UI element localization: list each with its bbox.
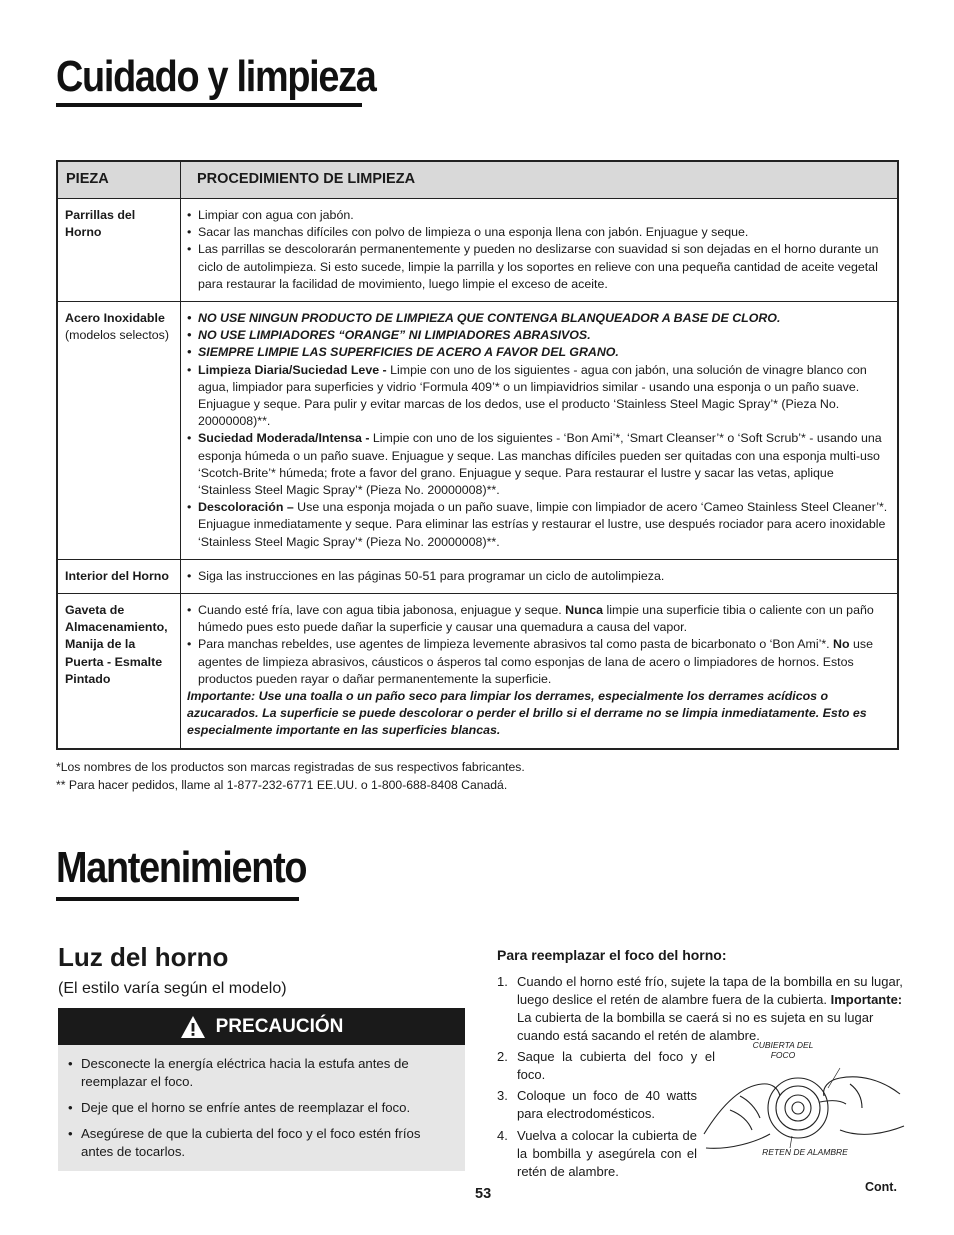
item-text: use agentes de limpieza abrasivos, cáusticos o ásperos tal como esponjas de lana de acero o limpiadores de hornos. Estos productos pueden rayar o dañar permanentemente la superficie. xyxy=(198,637,873,686)
item-text: limpie una superficie tibia o caliente con un paño húmedo pues esto puede dañar la superficie y causar una quemadura a causa del vapor. xyxy=(198,603,874,635)
table-row xyxy=(57,594,898,749)
procedure-cell xyxy=(181,559,899,593)
step-number: 2. xyxy=(497,1049,508,1064)
procedure-cell xyxy=(181,302,899,560)
table-row xyxy=(57,199,898,302)
important-note: Importante: Use una toalla o un paño seco para limpiar los derrames, especialmente los derrames acídicos o azucarados. La superficie se puede descolorar o perder el brillo si el derrame no se limpia inmediatamente. Esto es especialmente importante en las superficies blancas. xyxy=(187,689,867,738)
part-name: Acero Inoxidable xyxy=(65,311,165,326)
procedure-cell xyxy=(181,594,899,749)
section-heading: Luz del horno xyxy=(58,942,229,972)
item-text: Use una esponja mojada o un paño suave, limpie con limpiador de acero ‘Cameo Stainless Steel Cleaner’*. Enjuague inmediatamente y seque. Para eliminar las estrías y restaurar el lustre, use después rociador para acero inoxidable ‘Stainless Steel Magic Spray’* (Pieza No. 20000008)**. xyxy=(198,500,888,549)
page-title-maintenance: Mantenimiento xyxy=(56,843,307,892)
page-number: 53 xyxy=(475,1186,492,1202)
caution-box xyxy=(58,1045,465,1171)
item-text: Limpie con uno de los siguientes - agua con jabón, una solución de vinagre blanco con agua, limpiador para superficies y vidrio ‘Formula 409’* o un limpiavidrios similar - usando una esponja o un paño suave. Enjuague y seque. Para pulir y evitar marcas de los dedos, use el producto ‘Stainless Steel Magic Spray’* (Pieza No. 20000008)**. xyxy=(198,362,867,429)
table-header-row xyxy=(57,161,898,199)
footnote: ** Para hacer pedidos, llame al 1-877-232-6771 EE.UU. o 1-800-688-8408 Canadá. xyxy=(56,778,508,792)
list-item: • Las parrillas se descolorarán permanentemente y pueden no deslizarse con suavidad si son dejadas en el horno durante un ciclo de autolimpieza. Si esto sucede, limpie la parrilla y los soportes en relieve con una pequeña cantidad de aceite vegetal para restaurar la facilidad de movimiento, luego limpie el exceso de aceite. xyxy=(187,241,890,293)
warning-item: • NO USE LIMPIADORES “ORANGE” NI LIMPIADORES ABRASIVOS. xyxy=(187,327,890,344)
list-item: • Deje que el horno se enfríe antes de reemplazar el foco. xyxy=(68,1099,449,1117)
part-cell xyxy=(57,302,181,560)
item-emphasis: Nunca xyxy=(565,603,604,618)
list-item: • Asegúrese de que la cubierta del foco y el foco estén fríos antes de tocarlos. xyxy=(68,1125,449,1161)
footnotes xyxy=(56,758,525,794)
step-emphasis: Importante: xyxy=(830,992,903,1007)
item-text: Para manchas rebeldes, use agentes de limpieza levemente abrasivos tal como pasta de bicarbonato o ‘Bon Ami’*. xyxy=(198,637,834,652)
item-label: Descoloración – xyxy=(198,500,294,515)
section-subtitle: (El estilo varía según el modelo) xyxy=(58,980,287,997)
part-cell: Parrillas del Horno xyxy=(57,199,181,302)
part-note: (modelos selectos) xyxy=(65,328,169,343)
list-item xyxy=(187,499,890,551)
list-item xyxy=(187,636,890,688)
header-procedure: PROCEDIMIENTO DE LIMPIEZA xyxy=(181,161,899,199)
warning-item: • SIEMPRE LIMPIE LAS SUPERFICIES DE ACERO A FAVOR DEL GRANO. xyxy=(187,344,890,361)
step-text: Vuelva a colocar la cubierta de la bombilla y asegúrela con el retén de alambre. xyxy=(517,1128,697,1179)
list-item xyxy=(187,362,890,431)
caution-label: PRECAUCIÓN xyxy=(215,1015,344,1037)
item-label: Limpieza Diaria/Suciedad Leve - xyxy=(198,362,387,377)
part-cell: Gaveta de Almacenamiento, Manija de la Puerta - Esmalte Pintado xyxy=(57,594,181,749)
bulb-replacement-illustration xyxy=(700,1038,906,1164)
item-emphasis: No xyxy=(833,637,850,652)
cover-label: CUBIERTA DEL FOCO xyxy=(752,1040,814,1060)
title-underline xyxy=(56,897,299,901)
warning-item: • NO USE NINGUN PRODUCTO DE LIMPIEZA QUE CONTENGA BLANQUEADOR A BASE DE CLORO. xyxy=(187,310,890,327)
step-number: 1. xyxy=(497,974,508,989)
header-part: PIEZA xyxy=(57,161,181,199)
instructions-heading: Para reemplazar el foco del horno: xyxy=(497,947,727,963)
warning-triangle-icon xyxy=(180,1015,206,1039)
part-cell: Interior del Horno xyxy=(57,559,181,593)
step-text: Saque la cubierta del foco y el foco. xyxy=(517,1049,715,1082)
continued-label: Cont. xyxy=(865,1180,897,1194)
list-item xyxy=(187,602,890,636)
step-text-part: Cuando el horno esté frío, sujete la tapa de la bombilla en su lugar, luego deslice el retén de alambre fuera de la cubierta. xyxy=(517,974,903,1007)
step-number: 3. xyxy=(497,1088,508,1103)
item-label: Suciedad Moderada/Intensa - xyxy=(198,431,370,446)
procedure-cell xyxy=(181,199,899,302)
title-underline xyxy=(56,103,362,107)
list-item: • Sacar las manchas difíciles con polvo de limpieza o una esponja llena con jabón. Enjuague y seque. xyxy=(187,224,890,241)
step-number: 4. xyxy=(497,1128,508,1143)
item-text: Limpie con uno de los siguientes - ‘Bon Ami’*, ‘Smart Cleanser’* o ‘Soft Scrub’* - usando una esponja húmeda o un paño suave. Enjuague y seque. Las manchas difíciles pueden ser quitadas con una esponja multi-uso ‘Scotch-Brite’* húmeda; frote a favor del grano. Enjuague y seque. Para restaurar el lustre y sacar las vetas, aplique ‘Stainless Steel Magic Spray’* (Pieza No. 20000008)**. xyxy=(198,431,882,498)
step-text xyxy=(517,973,905,1045)
cleaning-table xyxy=(56,160,899,750)
item-text: Cuando esté fría, lave con agua tibia jabonosa, enjuague y seque. xyxy=(198,603,566,618)
caution-header xyxy=(58,1008,465,1045)
list-item xyxy=(187,430,890,499)
list-item: • Desconecte la energía eléctrica hacia la estufa antes de reemplazar el foco. xyxy=(68,1055,449,1091)
wire-label: RETEN DE ALAMBRE xyxy=(762,1147,848,1157)
step-text: Coloque un foco de 40 watts para electrodomésticos. xyxy=(517,1088,697,1121)
step-text-part: La cubierta de la bombilla se caerá si no es sujeta en su lugar cuando está sacando el retén de alambre. xyxy=(517,1010,874,1043)
list-item: • Siga las instrucciones en las páginas 50-51 para programar un ciclo de autolimpieza. xyxy=(187,568,890,585)
table-row xyxy=(57,559,898,593)
footnote: *Los nombres de los productos son marcas registradas de sus respectivos fabricantes. xyxy=(56,760,525,774)
page-title-care: Cuidado y limpieza xyxy=(56,52,376,101)
table-row xyxy=(57,302,898,560)
list-item: • Limpiar con agua con jabón. xyxy=(187,207,890,224)
